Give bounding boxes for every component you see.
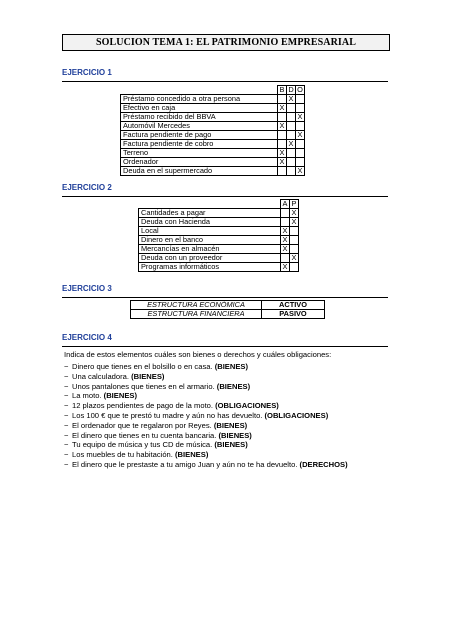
row-label: Préstamo recibido del BBVA — [121, 113, 278, 122]
item-text: La moto. — [72, 391, 104, 401]
exercise-4-list — [64, 362, 348, 470]
list-item — [64, 411, 348, 421]
row-mark: X — [278, 122, 287, 131]
list-dash: − — [64, 401, 69, 411]
row-mark: X — [278, 149, 287, 158]
item-answer: (BIENES) — [131, 371, 165, 381]
row-mark: X — [281, 263, 290, 272]
item-text: El dinero que tienes en tu cuenta bancaria. — [72, 430, 219, 440]
item-text: Los 100 € que te prestó tu madre y aún no has devuelto. — [72, 410, 265, 420]
exercise-4-intro: Indica de estos elementos cuáles son bienes o derechos y cuáles obligaciones: — [64, 350, 332, 359]
row-mark — [290, 236, 299, 245]
item-text: Unos pantalones que tienes en el armario. — [72, 381, 217, 391]
item-answer: (OBLIGACIONES) — [215, 401, 279, 411]
column-header: D — [288, 85, 294, 94]
list-dash: − — [64, 420, 69, 430]
list-item — [64, 362, 348, 372]
exercise-3-heading: EJERCICIO 3 — [62, 284, 388, 298]
row-mark — [296, 140, 305, 149]
row-mark — [287, 158, 296, 167]
row-mark — [287, 113, 296, 122]
row-label: Mercancías en almacén — [139, 245, 281, 254]
row-mark: X — [278, 158, 287, 167]
row-mark: X — [278, 104, 287, 113]
structure-label: ESTRUCTURA ECONÓMICA — [131, 301, 262, 310]
column-header: B — [278, 86, 287, 95]
row-label: Préstamo concedido a otra persona — [121, 95, 278, 104]
list-item — [64, 391, 348, 401]
list-dash: − — [64, 410, 69, 420]
row-mark: X — [281, 245, 290, 254]
row-mark: X — [296, 131, 305, 140]
table-row — [121, 140, 305, 149]
page-title: SOLUCION TEMA 1: EL PATRIMONIO EMPRESARIAL — [62, 34, 390, 51]
list-item — [64, 421, 348, 431]
row-mark: X — [290, 218, 299, 227]
list-item — [64, 450, 348, 460]
item-answer: (BIENES) — [214, 362, 249, 371]
item-text: 12 plazos pendientes de pago de la moto. — [72, 401, 216, 411]
row-mark — [296, 149, 305, 158]
exercise-3-table — [130, 300, 325, 319]
list-dash: − — [64, 450, 69, 460]
item-text: El dinero que le prestaste a tu amigo Juan y aún no te ha devuelto. — [72, 459, 300, 469]
list-dash: − — [64, 440, 69, 450]
row-mark: X — [290, 209, 299, 218]
item-answer: (BIENES) — [216, 381, 251, 391]
structure-label: ESTRUCTURA FINANCIERA — [131, 310, 262, 319]
row-label: Ordenador — [121, 158, 278, 167]
row-mark — [278, 167, 287, 176]
row-mark — [287, 122, 296, 131]
exercise-2-table — [138, 199, 299, 272]
item-answer: (BIENES) — [213, 420, 248, 430]
row-label: Factura pendiente de cobro — [121, 140, 278, 149]
item-answer: (DERECHOS) — [299, 459, 348, 469]
item-answer: (BIENES) — [218, 430, 252, 440]
list-item — [64, 401, 348, 411]
item-answer: (OBLIGACIONES) — [264, 410, 329, 420]
table-row — [121, 167, 305, 176]
column-header: A — [281, 200, 290, 209]
row-label: Factura pendiente de pago — [121, 131, 278, 140]
exercise-1-heading: EJERCICIO 1 — [62, 68, 388, 82]
row-mark — [290, 227, 299, 236]
list-item — [64, 382, 348, 392]
exercise-2-heading: EJERCICIO 2 — [62, 183, 388, 197]
list-item — [64, 440, 348, 450]
item-answer: (BIENES) — [103, 391, 138, 401]
item-text: Los muebles de tu habitación. — [72, 450, 176, 460]
row-label: Deuda con Hacienda — [139, 218, 281, 227]
exercise-4-heading: EJERCICIO 4 — [62, 333, 388, 347]
structure-answer: ACTIVO — [262, 301, 325, 310]
row-mark: X — [287, 95, 296, 104]
row-mark — [296, 95, 305, 104]
row-label: Deuda en el supermercado — [121, 167, 278, 176]
list-dash: − — [64, 371, 69, 381]
item-answer: (BIENES) — [214, 440, 248, 450]
row-mark — [287, 167, 296, 176]
list-dash: − — [64, 362, 69, 371]
column-header: P — [290, 200, 299, 209]
list-dash: − — [64, 381, 69, 391]
row-label: Terreno — [121, 149, 278, 158]
row-label: Cantidades a pagar — [139, 209, 281, 218]
row-mark — [278, 131, 287, 140]
item-text: Una calculadora. — [72, 371, 132, 381]
row-mark: X — [296, 113, 305, 122]
row-label: Dinero en el banco — [139, 236, 281, 245]
item-text: Dinero que tienes en el bolsillo o en casa. — [72, 362, 215, 371]
list-dash: − — [64, 391, 69, 401]
item-answer: (BIENES) — [175, 450, 209, 460]
row-mark — [287, 149, 296, 158]
table-row — [139, 263, 299, 272]
row-mark: X — [281, 236, 290, 245]
list-item — [64, 372, 348, 382]
row-mark — [290, 263, 299, 272]
row-mark — [287, 104, 296, 113]
list-item — [64, 460, 348, 470]
row-label: Deuda con un proveedor — [139, 254, 281, 263]
row-mark: X — [287, 140, 296, 149]
row-label: Local — [139, 227, 281, 236]
row-mark — [281, 209, 290, 218]
row-label: Programas informáticos — [139, 263, 281, 272]
item-text: Tu equipo de música y tus CD de música. — [72, 440, 215, 450]
row-mark: X — [290, 254, 299, 263]
row-mark: X — [281, 227, 290, 236]
item-text: El ordenador que te regalaron por Reyes. — [72, 420, 214, 430]
row-label: Efectivo en caja — [121, 104, 278, 113]
table-row — [139, 218, 299, 227]
column-header: O — [297, 85, 303, 94]
row-mark: X — [296, 167, 305, 176]
exercise-1-table — [120, 85, 305, 176]
table-row — [131, 310, 325, 319]
list-dash: − — [64, 430, 69, 440]
structure-answer: PASIVO — [262, 310, 325, 319]
list-item — [64, 431, 348, 441]
list-dash: − — [64, 459, 69, 469]
row-label: Automóvil Mercedes — [121, 122, 278, 131]
